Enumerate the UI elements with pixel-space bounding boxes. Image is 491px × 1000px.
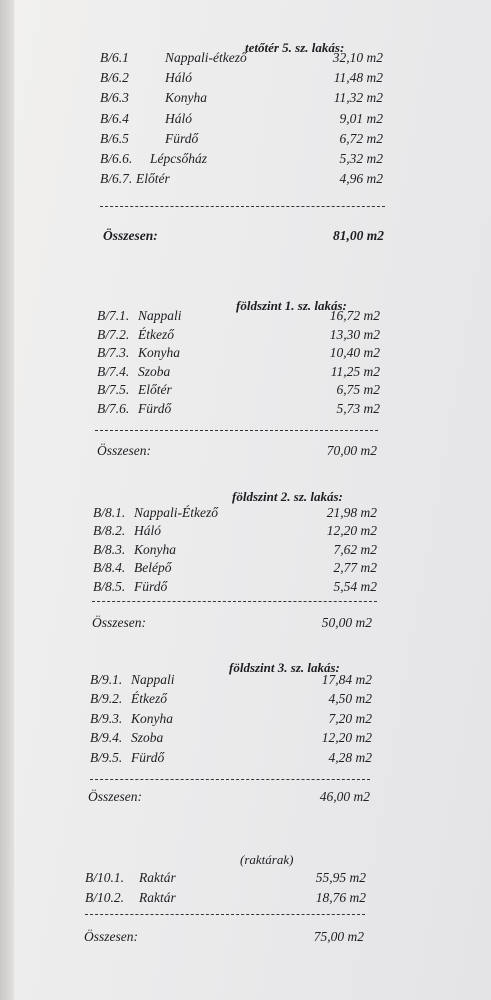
room-code: B/7.6. (97, 401, 130, 416)
room-row (0, 364, 491, 384)
room-row (0, 505, 491, 525)
total-value: 70,00 m2 (326, 443, 377, 458)
room-area: 7,20 m2 (328, 710, 372, 726)
room-area: 4,28 m2 (328, 749, 372, 765)
room-code: B/7.3. (97, 345, 130, 361)
room-area: 10,40 m2 (329, 345, 380, 361)
room-area: 2,77 m2 (333, 560, 377, 576)
room-code: B/6.2 (100, 70, 129, 86)
room-code: B/6.3 (100, 90, 129, 106)
section-title: földszint 2. sz. lakás: (232, 489, 343, 504)
room-row (0, 327, 491, 347)
section-title: földszint 3. sz. lakás: (229, 660, 340, 675)
room-row (0, 672, 491, 692)
total-value: 75,00 m2 (313, 929, 364, 944)
room-area: 4,50 m2 (328, 691, 372, 707)
total-label: Összesen: (84, 929, 138, 944)
room-row (0, 171, 491, 191)
room-code: B/6.4 (100, 110, 129, 126)
room-row (0, 90, 491, 110)
room-name: Nappali-étkező (165, 50, 247, 65)
room-name: Raktár (139, 870, 176, 885)
room-row (0, 711, 491, 731)
room-name: Raktár (139, 890, 176, 905)
room-code: B/6.7. (100, 171, 133, 187)
dashed-divider (95, 430, 378, 431)
room-row (0, 308, 491, 328)
room-name: Háló (165, 110, 192, 126)
room-code: B/6.6. (100, 151, 133, 166)
room-name: Konyha (165, 90, 207, 106)
section-title: tetőtér 5. sz. lakás: (245, 40, 345, 55)
room-row (0, 560, 491, 580)
room-code: B/9.5. (90, 749, 123, 765)
room-area: 32,10 m2 (332, 50, 383, 65)
room-area: 12,20 m2 (326, 523, 377, 539)
room-row (0, 542, 491, 562)
room-area: 9,01 m2 (339, 110, 383, 126)
room-name: Lépcsőház (150, 151, 207, 166)
room-row (0, 151, 491, 171)
room-name: Fürdő (165, 130, 199, 146)
total-label: Összesen: (103, 228, 158, 243)
room-name: Nappali-Étkező (134, 505, 218, 520)
room-area: 6,72 m2 (339, 130, 383, 146)
room-row (0, 870, 491, 890)
room-row (0, 730, 491, 750)
room-code: B/7.1. (97, 308, 130, 323)
room-area: 5,73 m2 (336, 401, 380, 416)
room-area: 21,98 m2 (326, 505, 377, 520)
room-name: Konyha (134, 541, 176, 557)
room-row (0, 401, 491, 421)
dashed-divider (100, 206, 385, 207)
room-code: B/9.1. (90, 672, 123, 687)
room-area: 5,32 m2 (339, 151, 383, 166)
room-row (0, 890, 491, 910)
room-code: B/9.2. (90, 691, 123, 707)
room-row (0, 131, 491, 151)
room-name: Fürdő (138, 401, 172, 416)
room-code: B/7.4. (97, 363, 130, 379)
room-code: B/10.1. (85, 870, 124, 885)
room-area: 17,84 m2 (321, 672, 372, 687)
room-code: B/9.3. (90, 710, 123, 726)
room-area: 12,20 m2 (321, 730, 372, 746)
total-label: Összesen: (88, 789, 142, 804)
room-name: Szoba (131, 730, 164, 746)
room-name: Étkező (131, 691, 167, 707)
room-code: B/10.2. (85, 890, 124, 905)
room-code: B/6.1 (100, 50, 129, 65)
room-area: 16,72 m2 (329, 308, 380, 323)
room-code: B/8.4. (93, 560, 126, 576)
room-row (0, 50, 491, 70)
room-code: B/7.2. (97, 326, 130, 342)
room-name: Háló (165, 70, 192, 86)
dashed-divider (90, 779, 370, 780)
room-name: Nappali (131, 672, 175, 687)
room-name: Konyha (131, 710, 173, 726)
room-area: 6,75 m2 (336, 382, 380, 398)
room-code: B/8.2. (93, 523, 126, 539)
room-code: B/6.5 (100, 130, 129, 146)
room-area: 11,48 m2 (333, 70, 383, 86)
room-row (0, 750, 491, 770)
room-name: Szoba (138, 363, 171, 379)
room-name: Előtér (136, 171, 170, 187)
room-name: Belépő (134, 560, 172, 576)
dashed-divider (92, 601, 377, 602)
room-area: 7,62 m2 (333, 541, 377, 557)
total-value: 50,00 m2 (321, 615, 372, 630)
room-name: Nappali (138, 308, 182, 323)
room-row (0, 345, 491, 365)
room-row (0, 523, 491, 543)
room-name: Konyha (138, 345, 180, 361)
room-name: Háló (134, 523, 161, 539)
total-label: Összesen: (97, 443, 151, 458)
room-row (0, 70, 491, 90)
room-row (0, 382, 491, 402)
section-title: földszint 1. sz. lakás: (236, 298, 347, 313)
room-code: B/8.1. (93, 505, 126, 520)
room-area: 11,25 m2 (330, 363, 380, 379)
room-code: B/7.5. (97, 382, 130, 398)
room-code: B/8.3. (93, 541, 126, 557)
room-area: 13,30 m2 (329, 326, 380, 342)
total-value: 46,00 m2 (319, 789, 370, 804)
room-name: Előtér (138, 382, 172, 398)
room-row (0, 579, 491, 599)
room-area: 4,96 m2 (339, 171, 383, 187)
section-title: (raktárak) (240, 852, 294, 867)
total-label: Összesen: (92, 615, 146, 630)
room-code: B/8.5. (93, 578, 126, 594)
room-area: 55,95 m2 (315, 870, 366, 885)
room-row (0, 111, 491, 131)
room-area: 18,76 m2 (315, 890, 366, 905)
room-row (0, 691, 491, 711)
dashed-divider (85, 914, 365, 915)
room-area: 11,32 m2 (333, 90, 383, 106)
room-name: Étkező (138, 326, 174, 342)
room-name: Fürdő (134, 578, 168, 594)
room-code: B/9.4. (90, 730, 123, 746)
room-name: Fürdő (131, 749, 165, 765)
room-area: 5,54 m2 (333, 578, 377, 594)
total-value: 81,00 m2 (332, 228, 384, 243)
